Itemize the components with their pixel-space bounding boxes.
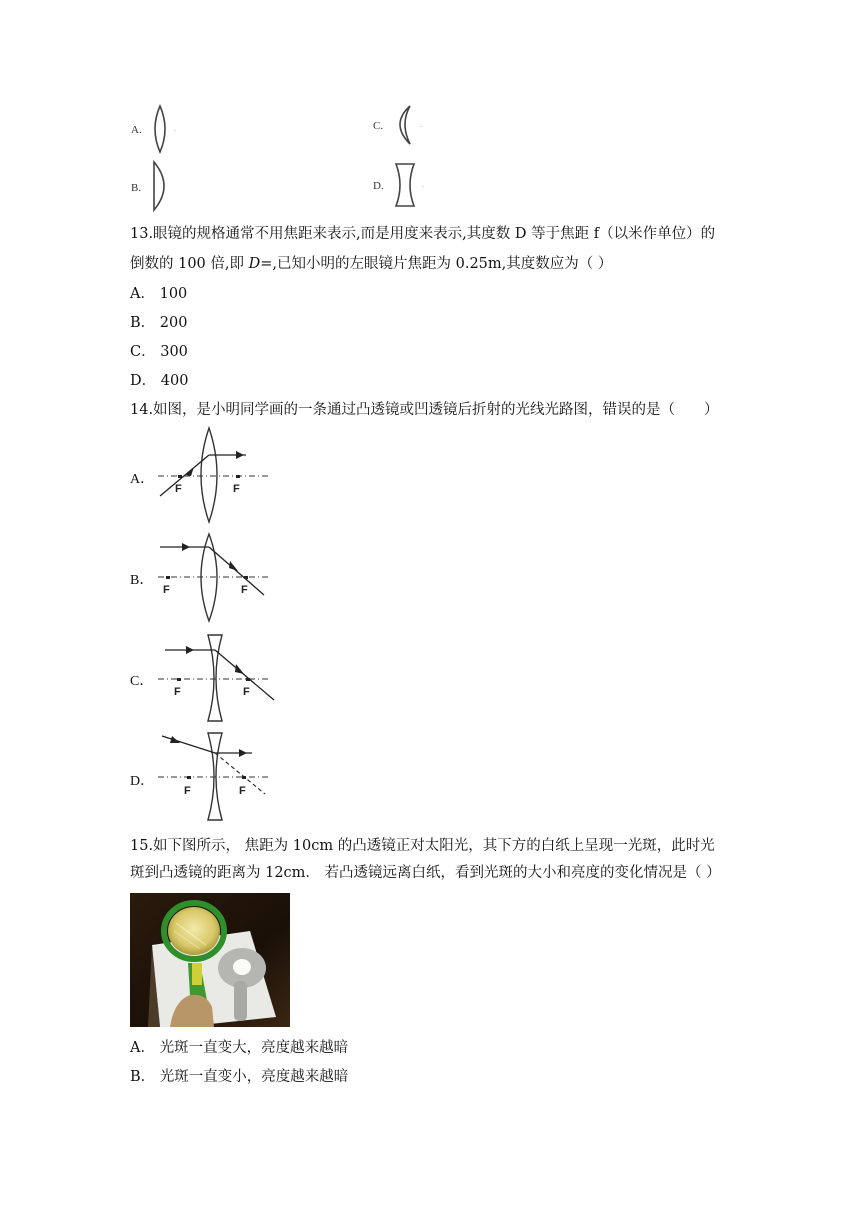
focus-point bbox=[236, 475, 240, 478]
biconvex-lens-icon bbox=[148, 104, 188, 154]
arrow-head bbox=[182, 543, 190, 551]
focus-label: F bbox=[239, 785, 246, 797]
focus-label: F bbox=[241, 584, 248, 596]
arrow-head bbox=[229, 561, 238, 571]
arrow-head bbox=[186, 467, 194, 476]
q14-diagram-d bbox=[150, 730, 280, 826]
focus-label: F bbox=[233, 483, 240, 495]
biconcave-lens-icon bbox=[392, 162, 432, 210]
svg-text:·: · bbox=[174, 128, 176, 134]
focus-point bbox=[242, 776, 246, 779]
focus-point bbox=[187, 776, 191, 779]
magnifier-photo bbox=[130, 893, 290, 1027]
q14-option-c-letter[interactable]: C． bbox=[130, 674, 154, 689]
focus-point bbox=[177, 678, 181, 681]
q13-option-d[interactable]: D． 400 bbox=[130, 373, 189, 389]
concave-convex-lens-icon bbox=[388, 104, 430, 148]
q15-stem-line1: 15.如下图所示， 焦距为 10cm 的凸透镜正对太阳光，其下方的白纸上呈现一光斑，此时光 bbox=[130, 838, 715, 854]
arrow-head bbox=[239, 749, 247, 757]
focus-label: F bbox=[174, 686, 181, 698]
light-spot bbox=[233, 959, 251, 975]
focus-label: F bbox=[175, 483, 182, 495]
q15-option-b[interactable]: B． 光斑一直变小，亮度越来越暗 bbox=[130, 1069, 349, 1085]
q13-stem-line1: 13.眼镜的规格通常不用焦距来表示,而是用度来表示,其度数 D 等于焦距 f（以米作单位）的 bbox=[130, 226, 716, 242]
q14-option-d-letter[interactable]: D． bbox=[130, 774, 155, 789]
incident-ray bbox=[162, 736, 215, 753]
arrow-head bbox=[170, 736, 180, 743]
q15-option-a[interactable]: A． 光斑一直变大，亮度越来越暗 bbox=[130, 1040, 349, 1056]
q12-option-a-letter: A. bbox=[131, 124, 142, 136]
arrow-head bbox=[186, 646, 194, 654]
q13-stem-line2: 倒数的 100 倍,即 D=,已知小明的左眼镜片焦距为 0.25m,其度数应为（ ） bbox=[130, 256, 613, 272]
focus-label: F bbox=[243, 686, 250, 698]
convex-lens bbox=[201, 428, 217, 522]
q14-diagram-a bbox=[150, 425, 280, 530]
focus-label: F bbox=[163, 584, 170, 596]
q13-option-c[interactable]: C． 300 bbox=[130, 344, 188, 360]
focus-point bbox=[246, 678, 250, 681]
arrow-head bbox=[236, 451, 244, 459]
focus-label: F bbox=[184, 785, 191, 797]
svg-text:·: · bbox=[420, 124, 422, 130]
q14-option-a-letter[interactable]: A． bbox=[130, 472, 155, 487]
q14-option-b-letter[interactable]: B． bbox=[130, 573, 154, 588]
q14-diagram-b bbox=[150, 531, 280, 631]
focus-point bbox=[166, 576, 170, 579]
concave-lens bbox=[208, 635, 222, 721]
q13-formula: D= bbox=[248, 256, 273, 272]
q13-option-b[interactable]: B． 200 bbox=[130, 315, 188, 331]
q13-option-a[interactable]: A． 100 bbox=[130, 286, 188, 302]
q14-stem: 14.如图，是小明同学画的一条通过凸透镜或凹透镜后折射的光线光路图，错误的是（ ） bbox=[130, 402, 719, 418]
plano-convex-lens-icon bbox=[148, 160, 178, 214]
arrow-head bbox=[235, 664, 244, 674]
magnifier-glass bbox=[168, 907, 220, 955]
q12-option-b-letter: B. bbox=[131, 182, 142, 194]
q14-diagram-c bbox=[150, 632, 280, 727]
svg-text:·: · bbox=[422, 184, 424, 190]
focus-point bbox=[244, 576, 248, 579]
q12-option-c-letter: C. bbox=[373, 120, 384, 132]
q15-stem-line2: 斑到凸透镜的距离为 12cm． 若凸透镜远离白纸，看到光斑的大小和亮度的变化情况是（ ） bbox=[130, 865, 721, 881]
focus-point bbox=[178, 475, 182, 478]
q12-option-d-letter: D. bbox=[373, 180, 384, 192]
